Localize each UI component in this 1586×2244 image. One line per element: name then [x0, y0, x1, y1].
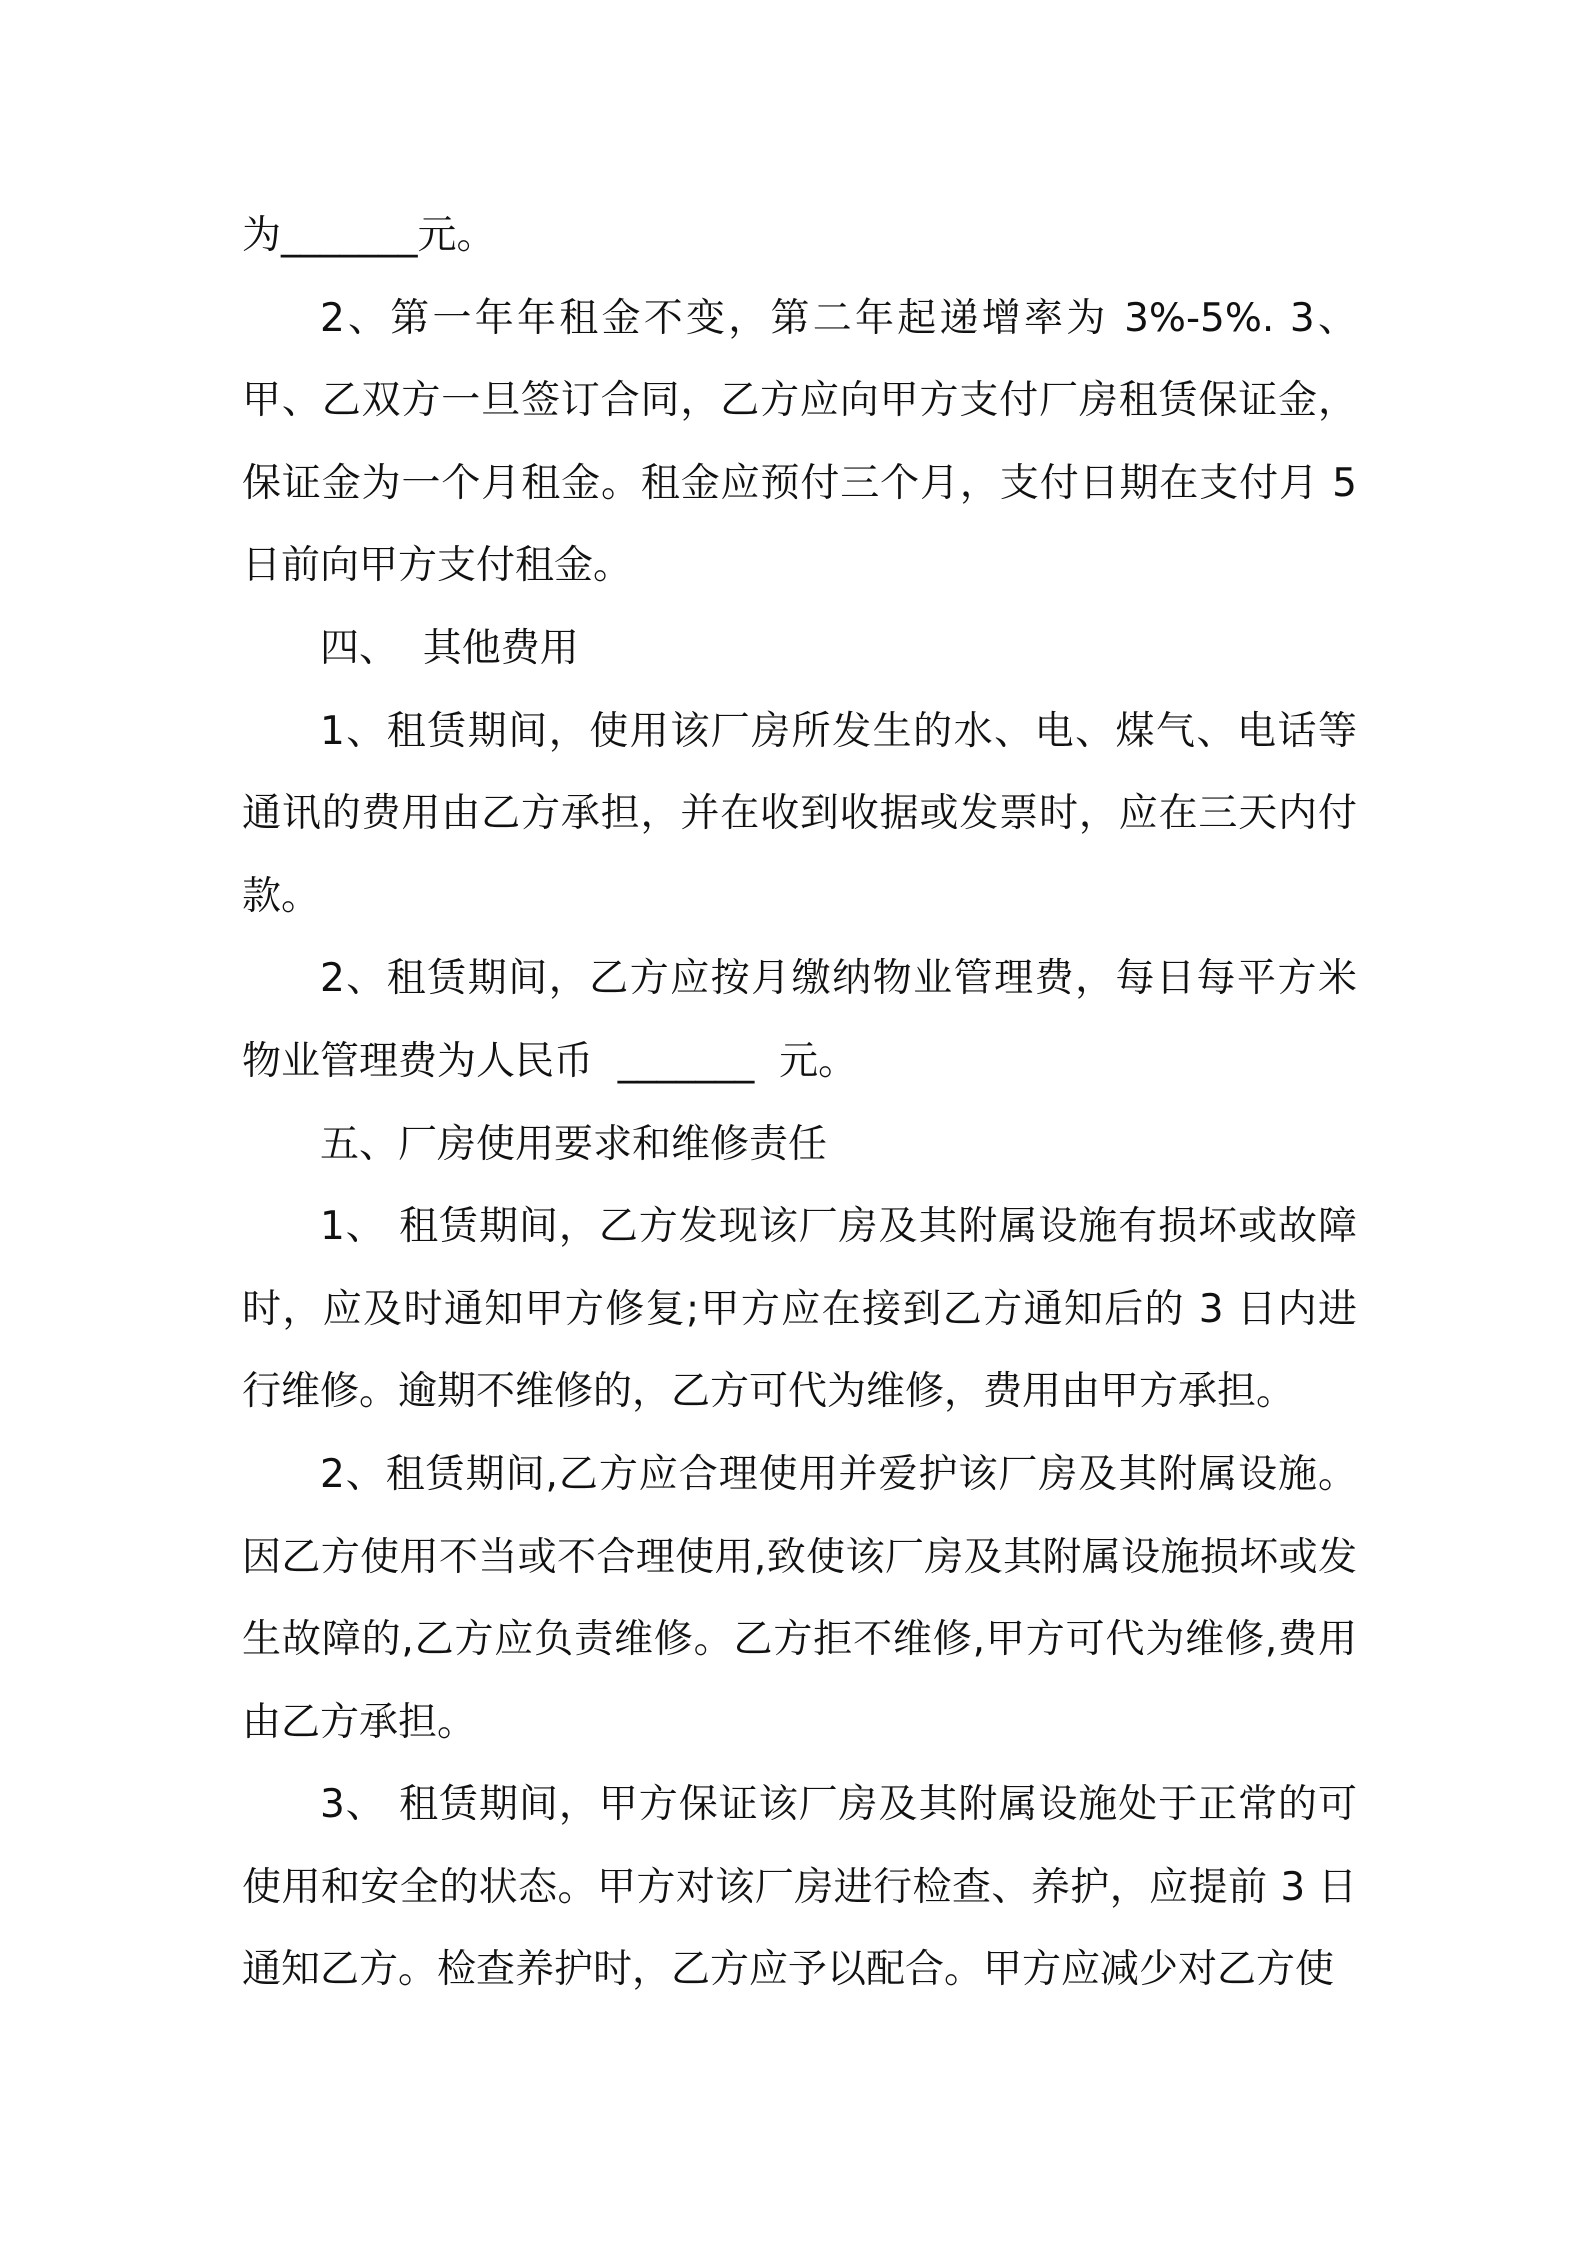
section-heading-usage-maintenance: 五、厂房使用要求和维修责任 — [320, 1121, 828, 1167]
paragraph-property-management-fee: 2、租赁期间，乙方应按月缴纳物业管理费，每日每平方米物业管理费为人民币 _______ 元。 — [242, 956, 1357, 1084]
document-body — [242, 195, 1370, 2012]
paragraph-safety-inspection: 3、 租赁期间，甲方保证该厂房及其附属设施处于正常的可使用和安全的状态。甲方对该厂房进行检查、养护，应提前 3 日通知乙方。检查养护时，乙方应予以配合。甲方应减少对乙方使 — [242, 1782, 1357, 1993]
paragraph-maintenance-tenant: 2、租赁期间,乙方应合理使用并爱护该厂房及其附属设施。因乙方使用不当或不合理使用,致使该厂房及其附属设施损坏或发生故障的,乙方应负责维修。乙方拒不维修,甲方可代为维修,费用由乙方承担。 — [242, 1451, 1357, 1745]
paragraph-maintenance-landlord: 1、 租赁期间，乙方发现该厂房及其附属设施有损坏或故障时，应及时通知甲方修复;甲方应在接到乙方通知后的 3 日内进行维修。逾期不维修的，乙方可代为维修，费用由甲方承担。 — [242, 1204, 1357, 1415]
paragraph-utility-fees: 1、租赁期间，使用该厂房所发生的水、电、煤气、电话等通讯的费用由乙方承担，并在收到收据或发票时，应在三天内付款。 — [242, 708, 1357, 919]
paragraph-amount-continuation: 为_______元。 — [242, 213, 496, 258]
section-heading-other-fees: 四、 其他费用 — [320, 625, 579, 671]
paragraph-rent-increase-deposit: 2、第一年年租金不变，第二年起递增率为 3%-5%. 3、甲、乙双方一旦签订合同，乙方应向甲方支付厂房租赁保证金，保证金为一个月租金。租金应预付三个月，支付日期在支付月 5 日前向甲方支付租金。 — [242, 295, 1370, 589]
